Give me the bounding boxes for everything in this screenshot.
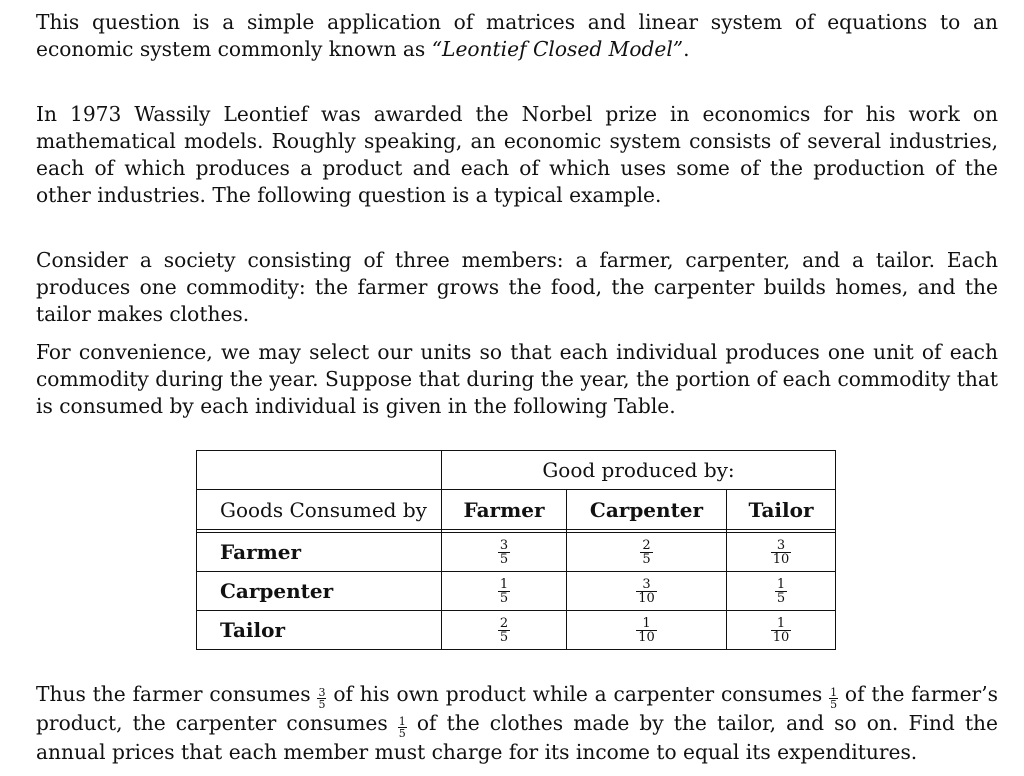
fraction-cell: $\frac{3}{10}$	[638, 576, 655, 606]
column-header-carpenter: Carpenter	[567, 490, 727, 530]
intro-paragraph	[36, 9, 998, 63]
conclusion-paragraph	[36, 681, 998, 766]
table-row	[197, 572, 836, 611]
fraction-cell: $\frac{2}{5}$	[642, 537, 651, 567]
fraction-cell: $\frac{1}{5}$	[499, 576, 509, 606]
society-paragraph: Consider a society consisting of three members: a farmer, carpenter, and a tailor. Each produces one commodity: the farmer grows the food, the carpenter builds homes, and the tailor makes clothes.	[36, 248, 998, 326]
consumption-table	[196, 450, 836, 650]
row-label-farmer: Farmer	[197, 533, 442, 572]
units-paragraph: For convenience, we may select our units so that each individual produces one unit of each commodity during the year. Suppose that during the year, the portion of each commodity that is consumed by each individual is given in the following Table.	[36, 340, 998, 418]
table-corner	[197, 451, 442, 490]
row-label-tailor: Tailor	[197, 611, 442, 650]
conclusion-text: Thus the farmer consumes	[36, 682, 318, 706]
fraction-cell: $\frac{3}{5}$	[499, 537, 509, 567]
column-header-farmer: Farmer	[442, 490, 567, 530]
conclusion-text: of his own product while a carpenter consumes	[326, 682, 830, 706]
intro-text: This question is a simple application of matrices and linear system of equations to an economic system commonly known as	[36, 10, 998, 61]
inline-fraction: $\frac{1}{5}$	[830, 686, 838, 711]
column-header-tailor: Tailor	[727, 490, 836, 530]
fraction-cell: $\frac{1}{5}$	[776, 576, 786, 606]
fraction-cell: $\frac{2}{5}$	[499, 615, 509, 645]
inline-fraction: $\frac{1}{5}$	[398, 715, 406, 740]
inline-fraction: $\frac{3}{5}$	[318, 686, 326, 711]
table-row	[197, 533, 836, 572]
model-name: “Leontief Closed Model”	[431, 37, 684, 61]
fraction-cell: $\frac{1}{10}$	[638, 615, 655, 645]
row-header: Goods Consumed by	[197, 490, 442, 530]
group-header: Good produced by:	[442, 451, 836, 490]
intro-period: .	[683, 37, 690, 61]
fraction-cell: $\frac{1}{10}$	[772, 615, 790, 645]
table-row	[197, 611, 836, 650]
row-label-carpenter: Carpenter	[197, 572, 442, 611]
conclusion-text: of the farmer’s product, the carpenter consumes	[36, 682, 998, 735]
fraction-cell: $\frac{3}{10}$	[772, 537, 790, 567]
conclusion-text: of the clothes made by the tailor, and so on. Find the annual prices that each member must charge for its income to equal its expenditures.	[36, 711, 998, 764]
history-paragraph: In 1973 Wassily Leontief was awarded the Norbel prize in economics for his work on mathematical models. Roughly speaking, an economic system consists of several industries, each of which produces a product and each of which uses some of the production of the other industries. The following question is a typical example.	[36, 102, 998, 207]
